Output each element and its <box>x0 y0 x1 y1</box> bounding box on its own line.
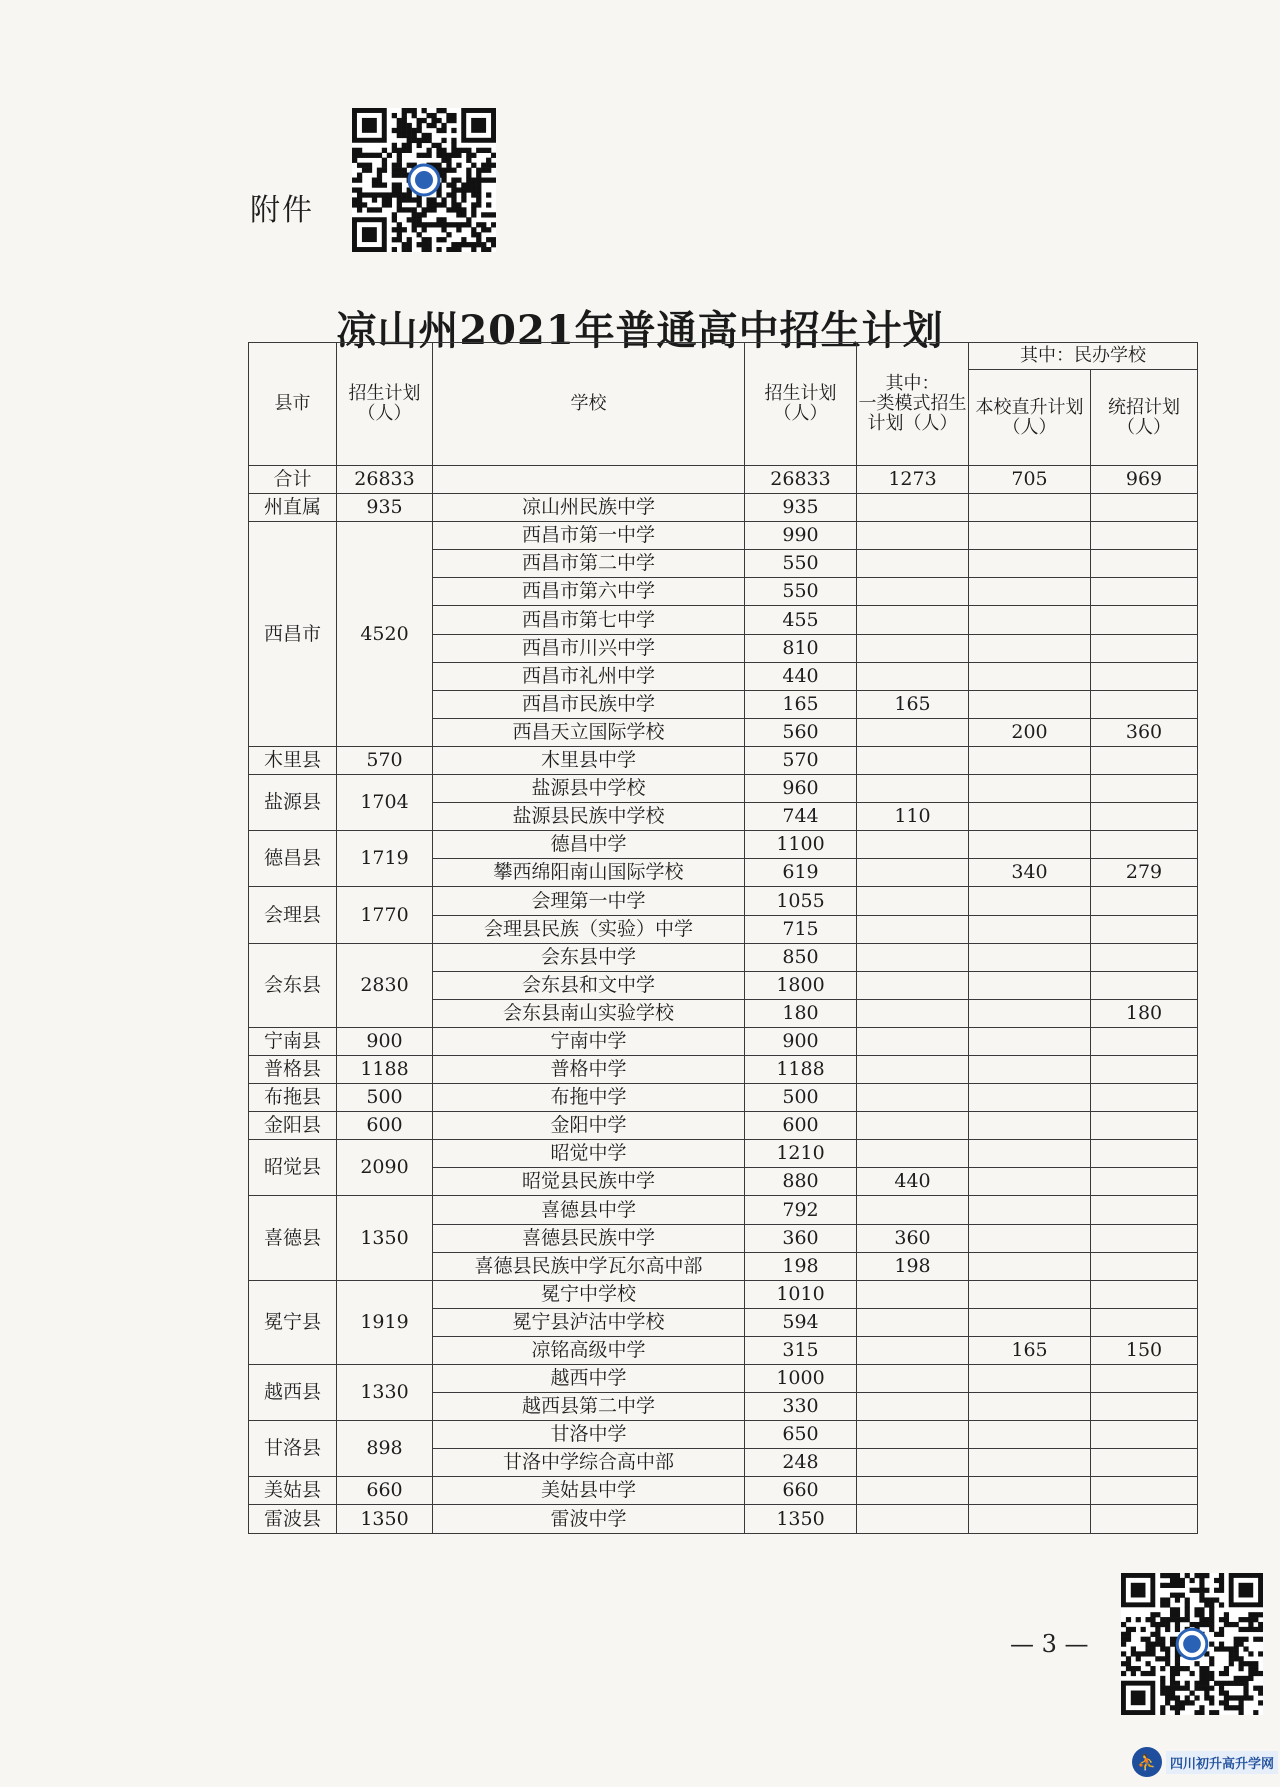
mode-plan-cell <box>857 662 969 690</box>
mode-plan-cell <box>857 831 969 859</box>
table-row <box>249 1055 1198 1083</box>
attachment-label: 附件 <box>250 193 314 228</box>
school-cell: 雷波中学 <box>433 1505 745 1533</box>
school-cell: 德昌中学 <box>433 831 745 859</box>
school-plan-cell: 792 <box>745 1196 857 1224</box>
mode-plan-cell <box>857 578 969 606</box>
qr-code-icon <box>352 108 496 252</box>
school-cell: 布拖中学 <box>433 1084 745 1112</box>
unified-plan-cell <box>1091 634 1198 662</box>
county-cell: 州直属 <box>249 494 337 522</box>
page-number: — 3 — <box>1010 1630 1089 1658</box>
county-cell: 美姑县 <box>249 1477 337 1505</box>
school-cell: 昭觉县民族中学 <box>433 1168 745 1196</box>
mode-plan-cell <box>857 746 969 774</box>
direct-plan-cell: 200 <box>969 718 1091 746</box>
unified-plan-cell <box>1091 971 1198 999</box>
mode-plan-cell <box>857 550 969 578</box>
county-plan-cell: 935 <box>337 494 433 522</box>
unified-plan-cell <box>1091 1084 1198 1112</box>
unified-plan-cell: 180 <box>1091 999 1198 1027</box>
county-plan-cell: 2090 <box>337 1140 433 1196</box>
unified-plan-cell <box>1091 1365 1198 1393</box>
total-county-plan: 26833 <box>337 466 433 494</box>
header-mode-plan <box>857 343 969 466</box>
school-cell: 会东县南山实验学校 <box>433 999 745 1027</box>
school-cell: 会东县和文中学 <box>433 971 745 999</box>
school-cell: 盐源县中学校 <box>433 775 745 803</box>
table-row <box>249 494 1198 522</box>
unified-plan-cell <box>1091 1449 1198 1477</box>
header-school-plan: 招生计划（人） <box>745 343 857 466</box>
county-cell: 盐源县 <box>249 775 337 831</box>
school-cell: 宁南中学 <box>433 1027 745 1055</box>
school-plan-cell: 440 <box>745 662 857 690</box>
unified-plan-cell <box>1091 775 1198 803</box>
county-plan-cell: 1919 <box>337 1280 433 1364</box>
total-school <box>433 466 745 494</box>
county-plan-cell: 1719 <box>337 831 433 887</box>
mode-plan-cell: 198 <box>857 1252 969 1280</box>
mode-plan-cell <box>857 859 969 887</box>
school-plan-cell: 600 <box>745 1112 857 1140</box>
county-cell: 昭觉县 <box>249 1140 337 1196</box>
unified-plan-cell <box>1091 915 1198 943</box>
mode-plan-cell <box>857 1393 969 1421</box>
school-plan-cell: 315 <box>745 1336 857 1364</box>
school-cell: 金阳中学 <box>433 1112 745 1140</box>
table-row <box>249 1196 1198 1224</box>
school-cell: 喜德县民族中学 <box>433 1224 745 1252</box>
direct-plan-cell <box>969 1505 1091 1533</box>
direct-plan-cell: 340 <box>969 859 1091 887</box>
unified-plan-cell <box>1091 746 1198 774</box>
school-plan-cell: 248 <box>745 1449 857 1477</box>
school-cell: 西昌市第二中学 <box>433 550 745 578</box>
unified-plan-cell <box>1091 550 1198 578</box>
header-county: 县市 <box>249 343 337 466</box>
school-plan-cell: 1800 <box>745 971 857 999</box>
total-direct: 705 <box>969 466 1091 494</box>
school-plan-cell: 550 <box>745 578 857 606</box>
school-plan-cell: 619 <box>745 859 857 887</box>
school-cell: 西昌市第六中学 <box>433 578 745 606</box>
county-cell: 越西县 <box>249 1365 337 1421</box>
school-cell: 凉铭高级中学 <box>433 1336 745 1364</box>
mode-plan-cell <box>857 1196 969 1224</box>
school-plan-cell: 360 <box>745 1224 857 1252</box>
school-cell: 盐源县民族中学校 <box>433 803 745 831</box>
school-plan-cell: 880 <box>745 1168 857 1196</box>
direct-plan-cell <box>969 887 1091 915</box>
mode-plan-cell: 165 <box>857 690 969 718</box>
mode-plan-cell <box>857 1280 969 1308</box>
school-plan-cell: 1210 <box>745 1140 857 1168</box>
mode-plan-cell <box>857 1477 969 1505</box>
table-row <box>249 1280 1198 1308</box>
header-mode-label: 一类模式招生计划（人） <box>858 393 967 434</box>
mode-plan-cell <box>857 1308 969 1336</box>
school-plan-cell: 455 <box>745 606 857 634</box>
county-plan-cell: 1350 <box>337 1505 433 1533</box>
mode-plan-cell <box>857 1449 969 1477</box>
school-cell: 昭觉中学 <box>433 1140 745 1168</box>
school-cell: 西昌天立国际学校 <box>433 718 745 746</box>
mode-plan-cell <box>857 1140 969 1168</box>
total-mode: 1273 <box>857 466 969 494</box>
unified-plan-cell <box>1091 1196 1198 1224</box>
school-cell: 喜德县中学 <box>433 1196 745 1224</box>
direct-plan-cell <box>969 831 1091 859</box>
total-school-plan: 26833 <box>745 466 857 494</box>
direct-plan-cell <box>969 1477 1091 1505</box>
school-plan-cell: 560 <box>745 718 857 746</box>
school-plan-cell: 1100 <box>745 831 857 859</box>
school-plan-cell: 330 <box>745 1393 857 1421</box>
header-mode-group: 其中： <box>885 373 940 395</box>
direct-plan-cell: 165 <box>969 1336 1091 1364</box>
mode-plan-cell <box>857 887 969 915</box>
table-row <box>249 1140 1198 1168</box>
direct-plan-cell <box>969 1196 1091 1224</box>
unified-plan-cell <box>1091 606 1198 634</box>
unified-plan-cell <box>1091 1393 1198 1421</box>
school-plan-cell: 660 <box>745 1477 857 1505</box>
school-plan-cell: 960 <box>745 775 857 803</box>
page-title: 凉山州2021年普通高中招生计划 <box>336 306 944 354</box>
table-row <box>249 522 1198 550</box>
mode-plan-cell <box>857 1365 969 1393</box>
direct-plan-cell <box>969 999 1091 1027</box>
school-cell: 越西中学 <box>433 1365 745 1393</box>
header-unified: 统招计划（人） <box>1091 370 1198 466</box>
school-cell: 西昌市第一中学 <box>433 522 745 550</box>
county-cell: 雷波县 <box>249 1505 337 1533</box>
school-plan-cell: 1000 <box>745 1365 857 1393</box>
direct-plan-cell <box>969 1365 1091 1393</box>
header-private-group: 其中：民办学校 <box>969 343 1198 370</box>
unified-plan-cell: 150 <box>1091 1336 1198 1364</box>
school-cell: 甘洛中学综合高中部 <box>433 1449 745 1477</box>
school-cell: 冕宁县泸沽中学校 <box>433 1308 745 1336</box>
unified-plan-cell <box>1091 1027 1198 1055</box>
school-plan-cell: 198 <box>745 1252 857 1280</box>
unified-plan-cell <box>1091 1308 1198 1336</box>
mode-plan-cell: 440 <box>857 1168 969 1196</box>
unified-plan-cell <box>1091 1224 1198 1252</box>
direct-plan-cell <box>969 1308 1091 1336</box>
table-row <box>249 1027 1198 1055</box>
direct-plan-cell <box>969 494 1091 522</box>
county-cell: 喜德县 <box>249 1196 337 1280</box>
table-row <box>249 1084 1198 1112</box>
table-row <box>249 1365 1198 1393</box>
school-cell: 会理第一中学 <box>433 887 745 915</box>
county-plan-cell: 1704 <box>337 775 433 831</box>
direct-plan-cell <box>969 662 1091 690</box>
unified-plan-cell <box>1091 887 1198 915</box>
mode-plan-cell: 360 <box>857 1224 969 1252</box>
school-plan-cell: 1010 <box>745 1280 857 1308</box>
county-plan-cell: 570 <box>337 746 433 774</box>
school-plan-cell: 935 <box>745 494 857 522</box>
direct-plan-cell <box>969 943 1091 971</box>
mode-plan-cell <box>857 943 969 971</box>
site-logo-text: 四川初升高升学网 <box>1166 1751 1278 1774</box>
total-unified: 969 <box>1091 466 1198 494</box>
unified-plan-cell <box>1091 831 1198 859</box>
unified-plan-cell <box>1091 1112 1198 1140</box>
county-plan-cell: 1350 <box>337 1196 433 1280</box>
header-direct: 本校直升计划（人） <box>969 370 1091 466</box>
direct-plan-cell <box>969 634 1091 662</box>
mode-plan-cell: 110 <box>857 803 969 831</box>
mode-plan-cell <box>857 1027 969 1055</box>
direct-plan-cell <box>969 1449 1091 1477</box>
header-school: 学校 <box>433 343 745 466</box>
county-plan-cell: 1188 <box>337 1055 433 1083</box>
mode-plan-cell <box>857 1055 969 1083</box>
school-cell: 木里县中学 <box>433 746 745 774</box>
county-plan-cell: 600 <box>337 1112 433 1140</box>
direct-plan-cell <box>969 550 1091 578</box>
school-cell: 会东县中学 <box>433 943 745 971</box>
school-plan-cell: 165 <box>745 690 857 718</box>
unified-plan-cell <box>1091 1252 1198 1280</box>
enrollment-plan-table <box>248 342 1198 1534</box>
county-plan-cell: 4520 <box>337 522 433 747</box>
table-row <box>249 1112 1198 1140</box>
unified-plan-cell: 279 <box>1091 859 1198 887</box>
mode-plan-cell <box>857 775 969 803</box>
county-cell: 宁南县 <box>249 1027 337 1055</box>
unified-plan-cell <box>1091 1055 1198 1083</box>
direct-plan-cell <box>969 1084 1091 1112</box>
school-cell: 会理县民族（实验）中学 <box>433 915 745 943</box>
school-plan-cell: 550 <box>745 550 857 578</box>
school-plan-cell: 594 <box>745 1308 857 1336</box>
school-cell: 越西县第二中学 <box>433 1393 745 1421</box>
direct-plan-cell <box>969 1224 1091 1252</box>
unified-plan-cell <box>1091 578 1198 606</box>
county-plan-cell: 660 <box>337 1477 433 1505</box>
mode-plan-cell <box>857 1336 969 1364</box>
county-plan-cell: 1330 <box>337 1365 433 1421</box>
mode-plan-cell <box>857 606 969 634</box>
unified-plan-cell <box>1091 1280 1198 1308</box>
table-row <box>249 887 1198 915</box>
table-row-total <box>249 466 1198 494</box>
unified-plan-cell <box>1091 943 1198 971</box>
site-logo-icon: ⛹ <box>1132 1747 1162 1777</box>
school-plan-cell: 1350 <box>745 1505 857 1533</box>
school-cell: 凉山州民族中学 <box>433 494 745 522</box>
direct-plan-cell <box>969 746 1091 774</box>
direct-plan-cell <box>969 1027 1091 1055</box>
mode-plan-cell <box>857 1084 969 1112</box>
table-row <box>249 775 1198 803</box>
school-plan-cell: 1055 <box>745 887 857 915</box>
direct-plan-cell <box>969 578 1091 606</box>
total-label: 合计 <box>249 466 337 494</box>
table-row <box>249 1421 1198 1449</box>
mode-plan-cell <box>857 1112 969 1140</box>
unified-plan-cell <box>1091 1140 1198 1168</box>
county-plan-cell: 900 <box>337 1027 433 1055</box>
direct-plan-cell <box>969 1280 1091 1308</box>
school-plan-cell: 715 <box>745 915 857 943</box>
direct-plan-cell <box>969 803 1091 831</box>
county-cell: 甘洛县 <box>249 1421 337 1477</box>
unified-plan-cell <box>1091 522 1198 550</box>
table-body <box>249 466 1198 1534</box>
direct-plan-cell <box>969 1393 1091 1421</box>
county-cell: 会理县 <box>249 887 337 943</box>
county-cell: 西昌市 <box>249 522 337 747</box>
unified-plan-cell <box>1091 1168 1198 1196</box>
qr-code-icon <box>1121 1573 1263 1715</box>
table-row <box>249 746 1198 774</box>
unified-plan-cell <box>1091 1505 1198 1533</box>
mode-plan-cell <box>857 915 969 943</box>
mode-plan-cell <box>857 494 969 522</box>
mode-plan-cell <box>857 971 969 999</box>
county-plan-cell: 1770 <box>337 887 433 943</box>
county-cell: 普格县 <box>249 1055 337 1083</box>
county-cell: 木里县 <box>249 746 337 774</box>
direct-plan-cell <box>969 690 1091 718</box>
header-county-plan: 招生计划（人） <box>337 343 433 466</box>
direct-plan-cell <box>969 1252 1091 1280</box>
unified-plan-cell: 360 <box>1091 718 1198 746</box>
school-cell: 美姑县中学 <box>433 1477 745 1505</box>
direct-plan-cell <box>969 1168 1091 1196</box>
mode-plan-cell <box>857 634 969 662</box>
table-row <box>249 943 1198 971</box>
direct-plan-cell <box>969 1421 1091 1449</box>
school-cell: 喜德县民族中学瓦尔高中部 <box>433 1252 745 1280</box>
mode-plan-cell <box>857 1421 969 1449</box>
school-cell: 冕宁中学校 <box>433 1280 745 1308</box>
unified-plan-cell <box>1091 690 1198 718</box>
county-cell: 德昌县 <box>249 831 337 887</box>
direct-plan-cell <box>969 1140 1091 1168</box>
county-cell: 冕宁县 <box>249 1280 337 1364</box>
county-cell: 金阳县 <box>249 1112 337 1140</box>
school-cell: 西昌市礼州中学 <box>433 662 745 690</box>
direct-plan-cell <box>969 606 1091 634</box>
school-cell: 西昌市第七中学 <box>433 606 745 634</box>
school-cell: 西昌市川兴中学 <box>433 634 745 662</box>
school-plan-cell: 650 <box>745 1421 857 1449</box>
mode-plan-cell <box>857 1505 969 1533</box>
school-plan-cell: 900 <box>745 1027 857 1055</box>
mode-plan-cell <box>857 999 969 1027</box>
direct-plan-cell <box>969 775 1091 803</box>
table-row <box>249 1505 1198 1533</box>
school-plan-cell: 500 <box>745 1084 857 1112</box>
table-row <box>249 831 1198 859</box>
site-logo <box>1132 1742 1280 1782</box>
table-row <box>249 1477 1198 1505</box>
school-plan-cell: 180 <box>745 999 857 1027</box>
county-cell: 布拖县 <box>249 1084 337 1112</box>
school-cell: 甘洛中学 <box>433 1421 745 1449</box>
school-plan-cell: 810 <box>745 634 857 662</box>
school-cell: 普格中学 <box>433 1055 745 1083</box>
mode-plan-cell <box>857 718 969 746</box>
county-cell: 会东县 <box>249 943 337 1027</box>
unified-plan-cell <box>1091 662 1198 690</box>
unified-plan-cell <box>1091 1477 1198 1505</box>
school-plan-cell: 990 <box>745 522 857 550</box>
county-plan-cell: 898 <box>337 1421 433 1477</box>
direct-plan-cell <box>969 1112 1091 1140</box>
school-plan-cell: 744 <box>745 803 857 831</box>
direct-plan-cell <box>969 522 1091 550</box>
unified-plan-cell <box>1091 803 1198 831</box>
school-plan-cell: 1188 <box>745 1055 857 1083</box>
direct-plan-cell <box>969 915 1091 943</box>
unified-plan-cell <box>1091 1421 1198 1449</box>
direct-plan-cell <box>969 1055 1091 1083</box>
mode-plan-cell <box>857 522 969 550</box>
county-plan-cell: 500 <box>337 1084 433 1112</box>
school-cell: 西昌市民族中学 <box>433 690 745 718</box>
unified-plan-cell <box>1091 494 1198 522</box>
direct-plan-cell <box>969 971 1091 999</box>
school-plan-cell: 570 <box>745 746 857 774</box>
county-plan-cell: 2830 <box>337 943 433 1027</box>
school-plan-cell: 850 <box>745 943 857 971</box>
school-cell: 攀西绵阳南山国际学校 <box>433 859 745 887</box>
